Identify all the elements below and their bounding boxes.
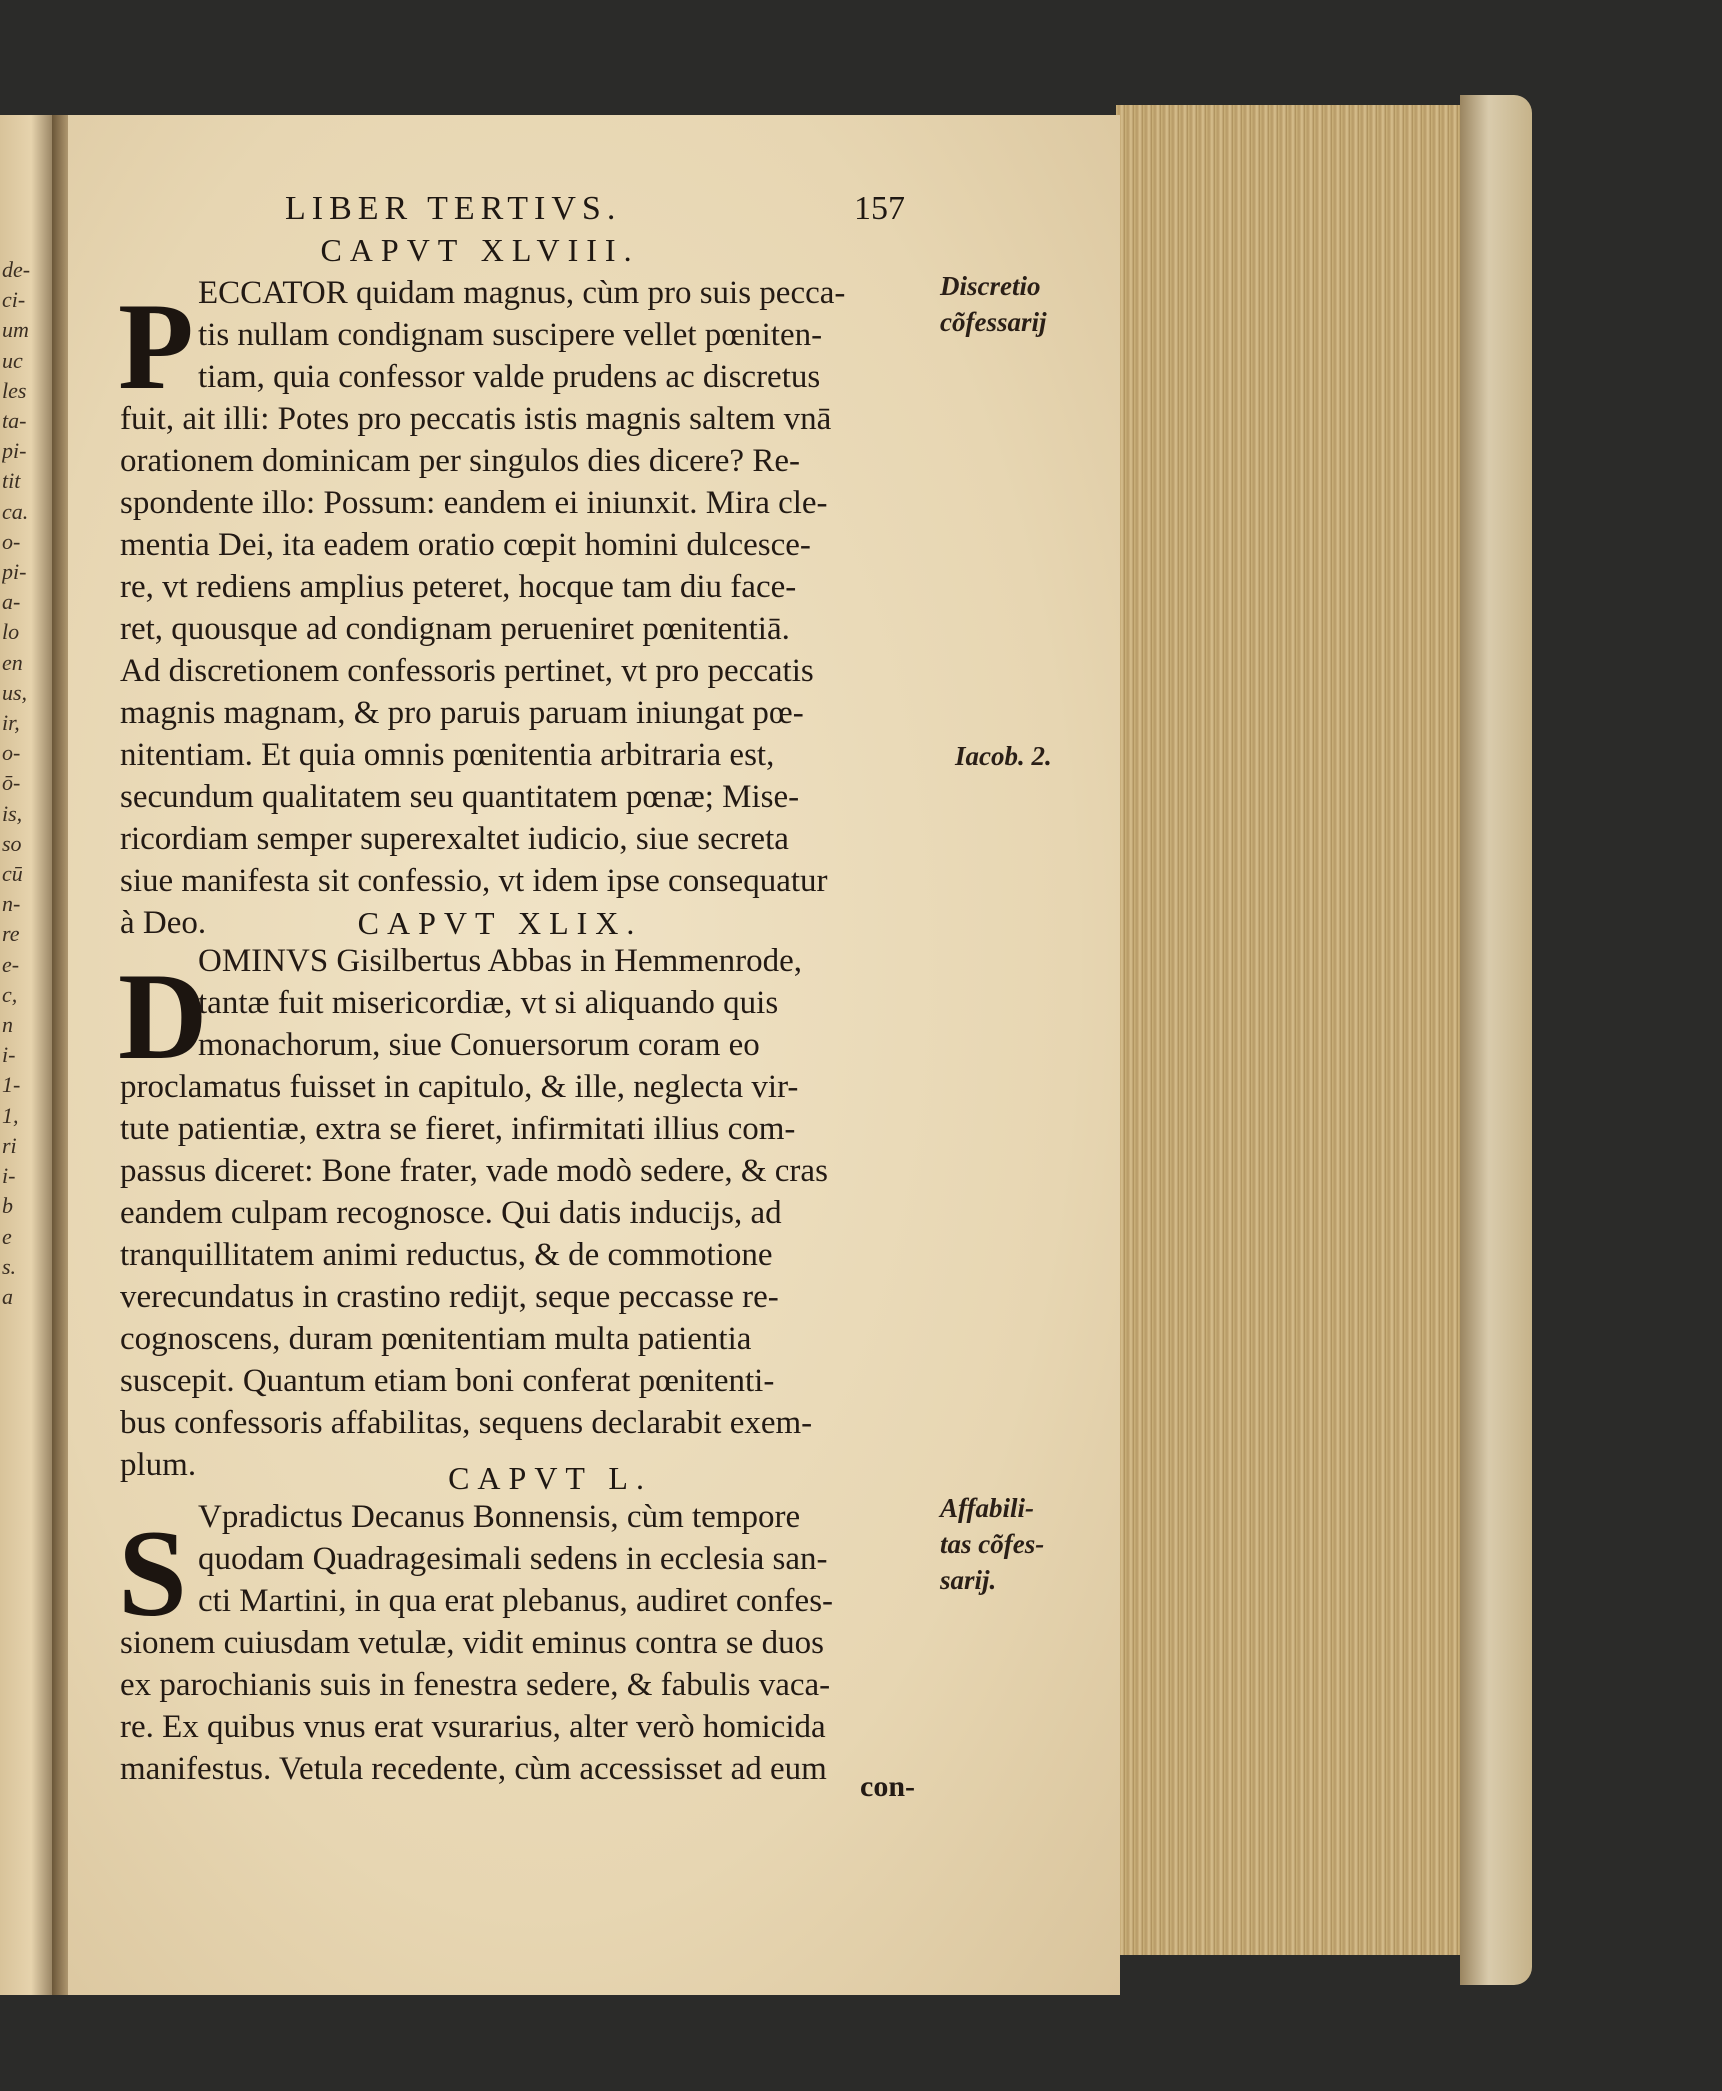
text-line: monachorum, siue Conuersorum coram eo	[198, 1027, 760, 1063]
left-frag: ir,	[2, 710, 20, 736]
left-frag: en	[2, 649, 23, 675]
left-frag: 1-	[2, 1072, 21, 1098]
left-frag: re	[2, 921, 20, 947]
text-line: eandem culpam recognosce. Qui datis inducijs, ad	[120, 1195, 782, 1231]
running-title: LIBER TERTIVS.	[285, 190, 622, 227]
text-line: Vpradictus Decanus Bonnensis, cùm tempore	[198, 1499, 801, 1535]
text-line: suscepit. Quantum etiam boni conferat pœnitenti-	[120, 1363, 775, 1399]
text-line: verecundatus in crastino redijt, seque peccasse re-	[120, 1279, 779, 1315]
chapter-heading: CAPVT XLVIII.	[320, 232, 640, 268]
chapter-body	[120, 940, 920, 1486]
left-page-fragments	[2, 255, 50, 1312]
margin-note	[940, 1490, 1044, 1598]
text-line: cognoscens, duram pœnitentiam multa patientia	[120, 1321, 752, 1357]
text-line: ex parochianis suis in fenestra sedere, & fabulis vaca-	[120, 1667, 831, 1703]
left-frag: n-	[2, 891, 21, 917]
margin-note-line: Affabili-	[940, 1493, 1034, 1523]
left-frag: a	[2, 1283, 13, 1309]
text-line: passus diceret: Bone frater, vade modò sedere, & cras	[120, 1153, 828, 1189]
text-line: nitentiam. Et quia omnis pœnitentia arbitraria est,	[120, 737, 775, 773]
text-line: tranquillitatem animi reductus, & de commotione	[120, 1237, 773, 1273]
text-line: OMINVS Gisilbertus Abbas in Hemmenrode,	[198, 943, 803, 979]
chapter-heading: CAPVT XLIX.	[357, 905, 643, 941]
page-number: 157	[854, 190, 905, 227]
left-frag: uc	[2, 347, 23, 373]
left-frag: ō-	[2, 770, 21, 796]
left-frag: i-	[2, 1163, 16, 1189]
left-frag: um	[2, 317, 29, 343]
left-frag: pi-	[2, 559, 27, 585]
left-frag: e-	[2, 951, 20, 977]
left-frag: de-	[2, 257, 31, 282]
left-frag: s.	[2, 1253, 17, 1279]
left-frag: o-	[2, 740, 21, 766]
text-line: bus confessoris affabilitas, sequens declarabit exem-	[120, 1405, 813, 1441]
text-line: ret, quousque ad condignam perueniret pœnitentiā.	[120, 611, 790, 647]
text-line: ECCATOR quidam magnus, cùm pro suis pecca-	[198, 275, 846, 311]
catchword: con-	[860, 1770, 915, 1803]
text-line: à Deo.	[120, 905, 207, 941]
text-line: proclamatus fuisset in capitulo, & ille, neglecta vir-	[120, 1069, 799, 1105]
left-frag: b	[2, 1193, 13, 1219]
left-frag: ca.	[2, 498, 29, 524]
text-line: plum.	[120, 1447, 197, 1483]
left-frag: us,	[2, 679, 28, 705]
text-line: tis nullam condignam suscipere vellet pœniten-	[198, 317, 823, 353]
left-frag: pi-	[2, 438, 27, 464]
chapter-heading: CAPVT L.	[448, 1460, 652, 1496]
text-line: cti Martini, in qua erat plebanus, audiret confes-	[198, 1583, 834, 1619]
text-line: sionem cuiusdam vetulæ, vidit eminus contra se duos	[120, 1625, 824, 1661]
text-line: manifestus. Vetula recedente, cùm accessisset ad eum	[120, 1751, 827, 1787]
left-frag: les	[2, 377, 27, 403]
page-block-edge	[1116, 105, 1486, 1955]
left-frag: cū	[2, 861, 23, 887]
text-line: ricordiam semper superexaltet iudicio, siue secreta	[120, 821, 789, 857]
left-frag: i-	[2, 1042, 16, 1068]
left-frag: e	[2, 1223, 12, 1249]
left-frag: o-	[2, 528, 21, 554]
margin-note	[955, 738, 1052, 774]
left-frag: c,	[2, 981, 18, 1007]
running-head	[285, 190, 905, 230]
text-line: tute patientiæ, extra se fieret, infirmitati illius com-	[120, 1111, 796, 1147]
text-line: secundum qualitatem seu quantitatem pœnæ; Mise-	[120, 779, 800, 815]
chapter-body	[120, 1496, 920, 1790]
drop-capital: S	[118, 1505, 187, 1642]
drop-capital: P	[118, 278, 194, 415]
margin-note-line: sarij.	[940, 1565, 997, 1595]
left-page-edge	[0, 115, 52, 1995]
book-cover	[1460, 95, 1532, 1985]
left-frag: tit	[2, 468, 21, 494]
text-line: Ad discretionem confessoris pertinet, vt pro peccatis	[120, 653, 814, 689]
margin-note-line: cõfessarij	[940, 307, 1047, 337]
left-frag: is,	[2, 800, 23, 826]
text-line: spondente illo: Possum: eandem ei iniunxit. Mira cle-	[120, 485, 828, 521]
text-line: tiam, quia confessor valde prudens ac discretus	[198, 359, 821, 395]
text-line: magnis magnam, & pro paruis paruam iniungat pœ-	[120, 695, 804, 731]
text-line: siue manifesta sit confessio, vt idem ipse consequatur	[120, 863, 828, 899]
left-frag: ri	[2, 1132, 17, 1158]
text-line: fuit, ait illi: Potes pro peccatis istis magnis saltem vnā	[120, 401, 832, 437]
left-frag: a-	[2, 589, 21, 615]
left-frag: ta-	[2, 408, 27, 434]
margin-note-line: Discretio	[940, 271, 1041, 301]
chapter-body	[120, 272, 920, 944]
margin-note-line: Iacob. 2.	[955, 741, 1052, 771]
left-frag: ci-	[2, 287, 26, 313]
left-frag: lo	[2, 619, 20, 645]
left-frag: so	[2, 830, 22, 856]
drop-capital: D	[118, 948, 208, 1085]
text-line: re, vt rediens amplius peteret, hocque tam diu face-	[120, 569, 797, 605]
text-line: re. Ex quibus vnus erat vsurarius, alter verò homicida	[120, 1709, 826, 1745]
text-line: tantæ fuit misericordiæ, vt si aliquando quis	[198, 985, 779, 1021]
left-frag: n	[2, 1012, 13, 1038]
margin-note-line: tas cõfes-	[940, 1529, 1045, 1559]
text-line: quodam Quadragesimali sedens in ecclesia san-	[198, 1541, 828, 1577]
left-frag: 1,	[2, 1102, 19, 1128]
text-line: orationem dominicam per singulos dies dicere? Re-	[120, 443, 800, 479]
margin-note	[940, 268, 1046, 340]
text-line: mentia Dei, ita eadem oratio cœpit homini dulcesce-	[120, 527, 811, 563]
